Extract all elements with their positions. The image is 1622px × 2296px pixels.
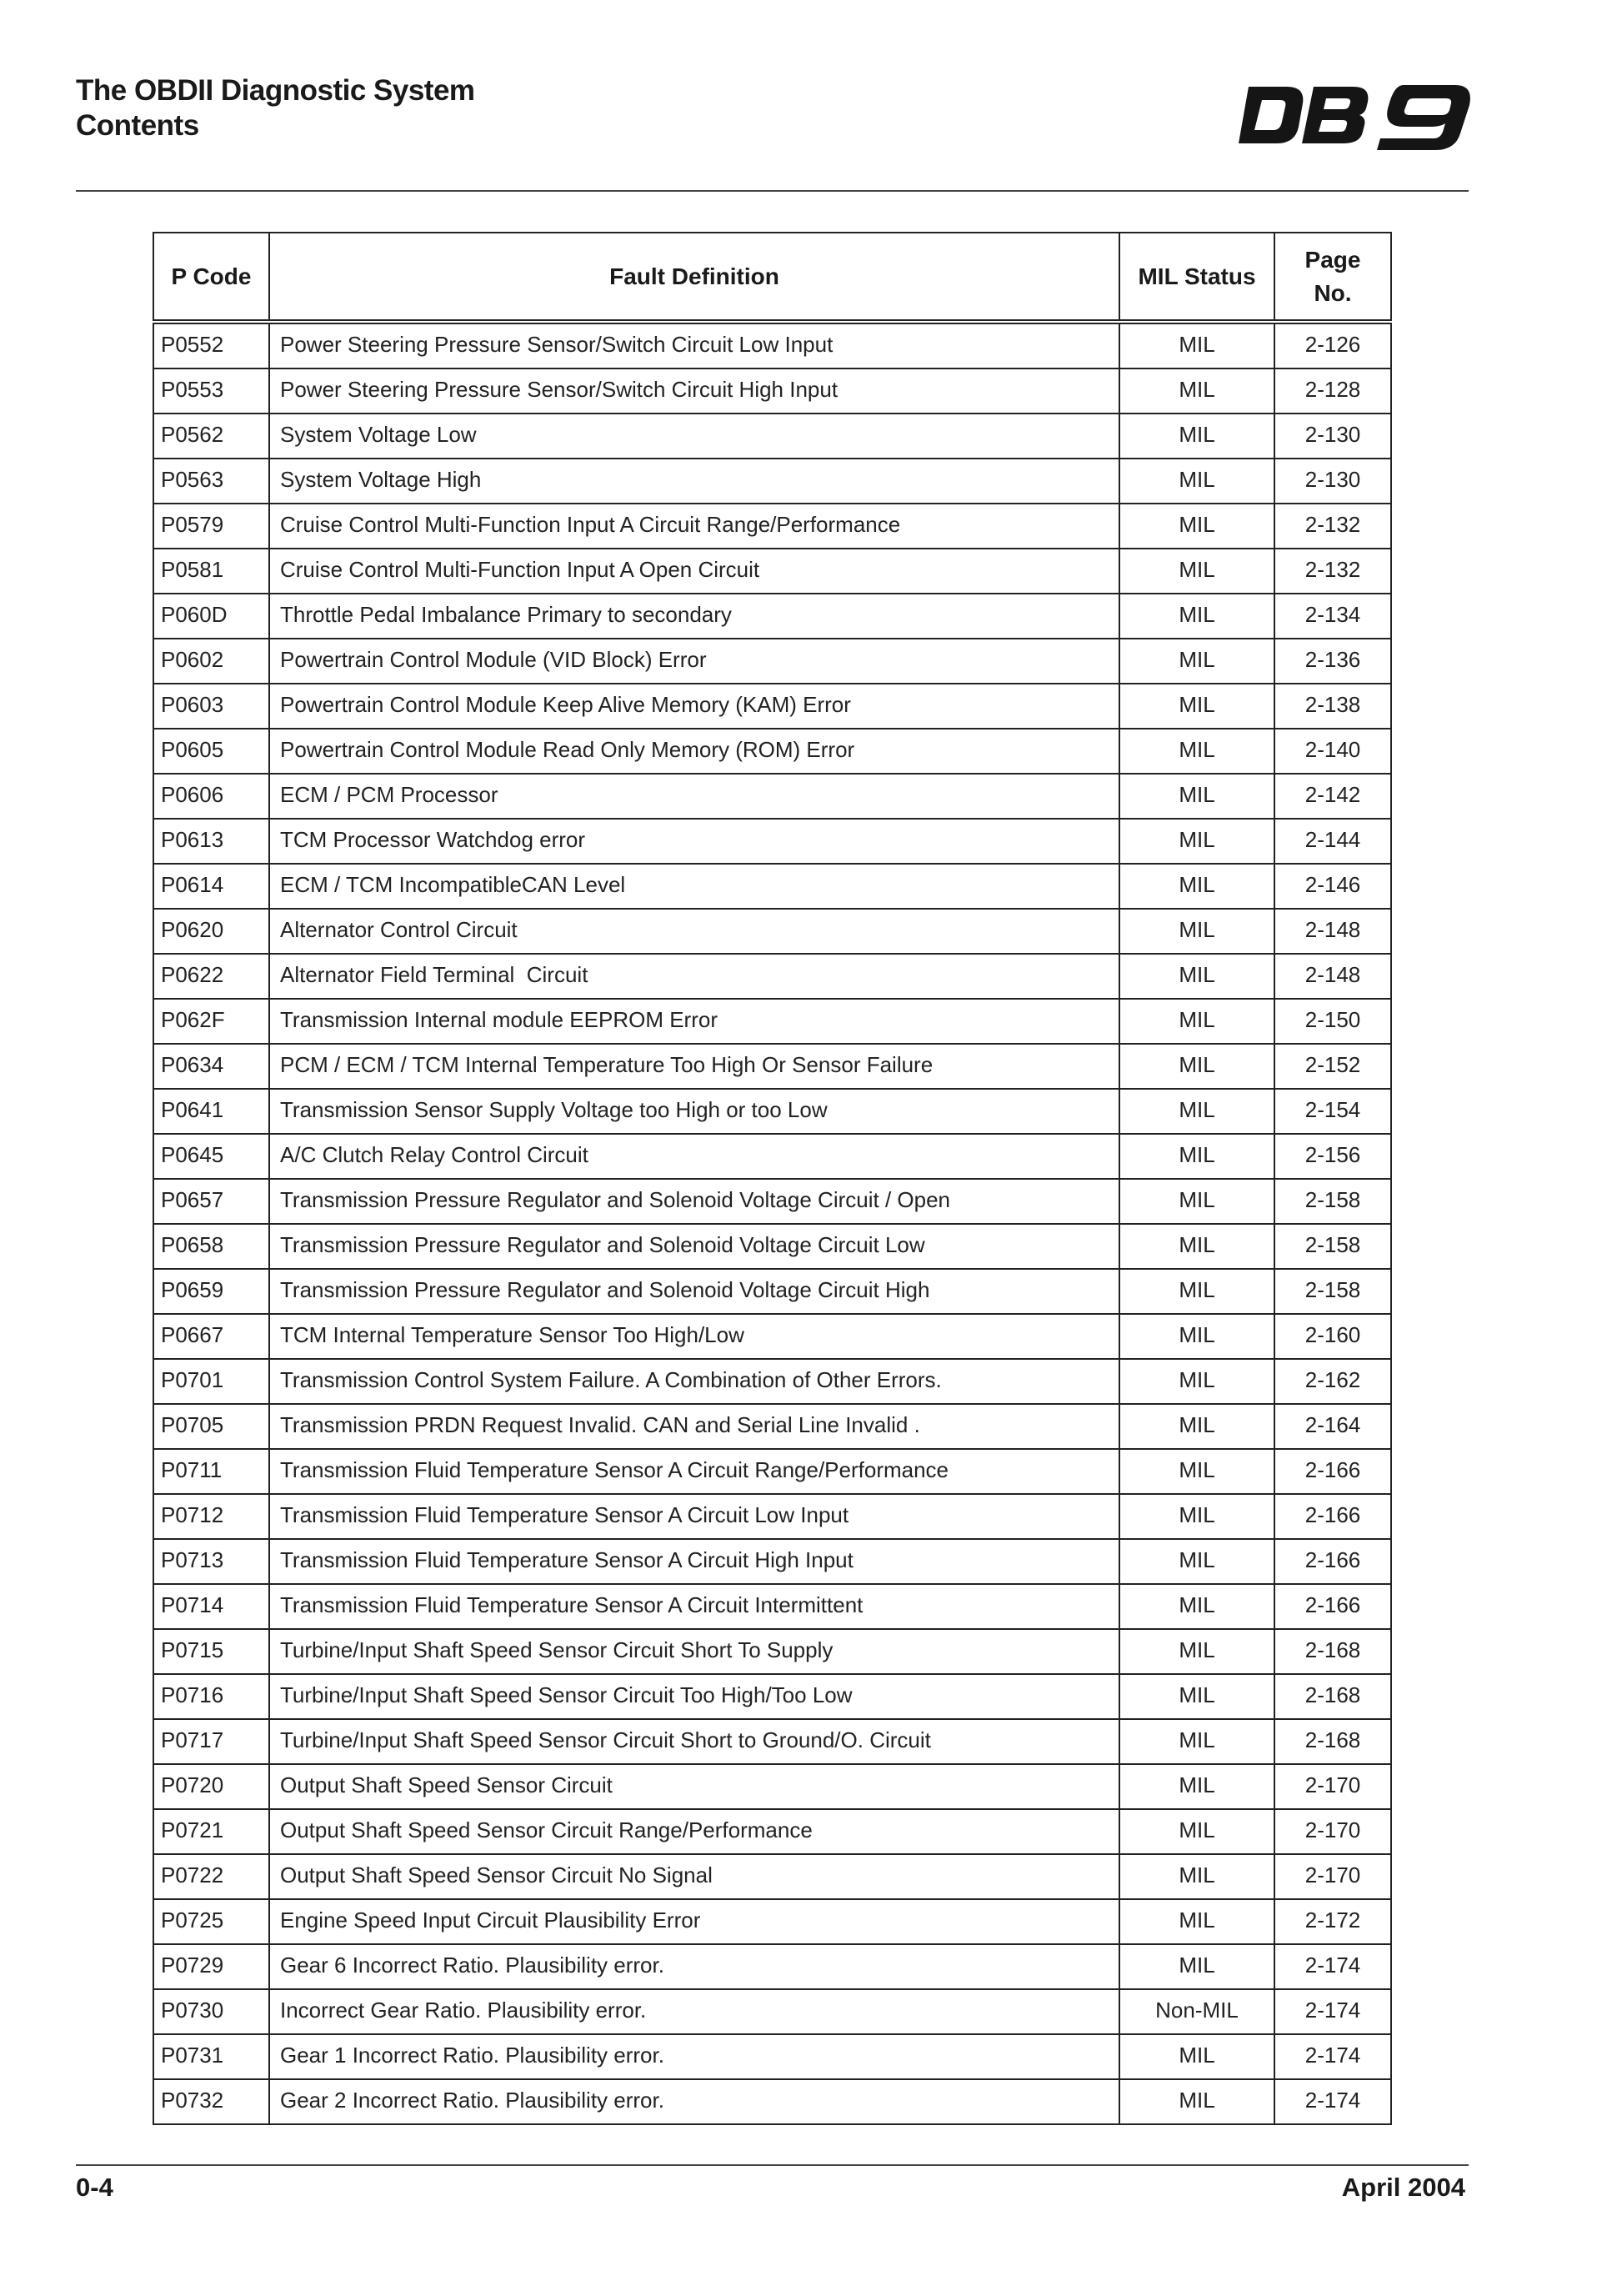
mil-status-cell: MIL <box>1119 819 1274 864</box>
page-number-cell: 2-168 <box>1274 1629 1391 1674</box>
table-row <box>153 909 1391 954</box>
page-number: 0-4 <box>76 2173 113 2202</box>
mil-status-cell: MIL <box>1119 1314 1274 1359</box>
p-code-cell: P0634 <box>153 1044 269 1089</box>
mil-status-cell: Non-MIL <box>1119 1989 1274 2034</box>
p-code-cell: P0717 <box>153 1719 269 1764</box>
page-number-cell: 2-166 <box>1274 1584 1391 1629</box>
mil-status-cell: MIL <box>1119 954 1274 999</box>
fault-definition-cell: TCM Processor Watchdog error <box>269 819 1119 864</box>
mil-status-cell: MIL <box>1119 1404 1274 1449</box>
p-code-cell: P0715 <box>153 1629 269 1674</box>
page-number-cell: 2-172 <box>1274 1899 1391 1944</box>
fault-definition-cell: Transmission PRDN Request Invalid. CAN and Serial Line Invalid . <box>269 1404 1119 1449</box>
mil-status-cell: MIL <box>1119 1044 1274 1089</box>
page-number-cell: 2-130 <box>1274 414 1391 459</box>
p-code-cell: P0562 <box>153 414 269 459</box>
p-code-cell: P0701 <box>153 1359 269 1404</box>
fault-definition-cell: A/C Clutch Relay Control Circuit <box>269 1134 1119 1179</box>
page-number-cell: 2-174 <box>1274 2034 1391 2079</box>
table-row <box>153 1584 1391 1629</box>
mil-status-cell: MIL <box>1119 322 1274 368</box>
mil-status-cell: MIL <box>1119 1674 1274 1719</box>
fault-definition-cell: Transmission Fluid Temperature Sensor A Circuit Low Input <box>269 1494 1119 1539</box>
table-row <box>153 1134 1391 1179</box>
table-row <box>153 549 1391 594</box>
p-code-cell: P0552 <box>153 322 269 368</box>
fault-definition-cell: Alternator Field Terminal Circuit <box>269 954 1119 999</box>
mil-status-cell: MIL <box>1119 594 1274 639</box>
table-row <box>153 954 1391 999</box>
page-no-header-text: Page No. <box>1304 246 1361 306</box>
page-number-cell: 2-166 <box>1274 1494 1391 1539</box>
fault-definition-cell: Powertrain Control Module Keep Alive Memory (KAM) Error <box>269 684 1119 729</box>
logo-letter-d <box>1239 87 1303 143</box>
page-number-cell: 2-170 <box>1274 1764 1391 1809</box>
page-number-cell: 2-166 <box>1274 1539 1391 1584</box>
fault-definition-cell: ECM / PCM Processor <box>269 774 1119 819</box>
mil-status-cell: MIL <box>1119 1944 1274 1989</box>
column-header-mil-status: MIL Status <box>1119 233 1274 322</box>
page-number-cell: 2-174 <box>1274 1989 1391 2034</box>
fault-definition-cell: ECM / TCM IncompatibleCAN Level <box>269 864 1119 909</box>
p-code-cell: P0667 <box>153 1314 269 1359</box>
table-header-row <box>153 233 1391 322</box>
p-code-cell: P062F <box>153 999 269 1044</box>
p-code-cell: P0714 <box>153 1584 269 1629</box>
page-number-cell: 2-152 <box>1274 1044 1391 1089</box>
mil-status-cell: MIL <box>1119 368 1274 414</box>
fault-definition-cell: System Voltage Low <box>269 414 1119 459</box>
mil-status-cell: MIL <box>1119 1899 1274 1944</box>
table-row <box>153 1854 1391 1899</box>
mil-status-cell: MIL <box>1119 2034 1274 2079</box>
publication-date: April 2004 <box>1341 2173 1465 2202</box>
column-header-page-no <box>1274 233 1391 322</box>
page-number-cell: 2-126 <box>1274 322 1391 368</box>
mil-status-cell: MIL <box>1119 909 1274 954</box>
fault-definition-cell: Output Shaft Speed Sensor Circuit Range/Performance <box>269 1809 1119 1854</box>
page-number-cell: 2-150 <box>1274 999 1391 1044</box>
fault-definition-cell: Power Steering Pressure Sensor/Switch Circuit Low Input <box>269 322 1119 368</box>
page-number-cell: 2-170 <box>1274 1809 1391 1854</box>
mil-status-cell: MIL <box>1119 1629 1274 1674</box>
mil-status-cell: MIL <box>1119 549 1274 594</box>
page-number-cell: 2-158 <box>1274 1179 1391 1224</box>
p-code-cell: P0603 <box>153 684 269 729</box>
mil-status-cell: MIL <box>1119 1179 1274 1224</box>
mil-status-cell: MIL <box>1119 504 1274 549</box>
mil-status-cell: MIL <box>1119 2079 1274 2124</box>
page-number-cell: 2-160 <box>1274 1314 1391 1359</box>
p-code-cell: P0705 <box>153 1404 269 1449</box>
mil-status-cell: MIL <box>1119 1359 1274 1404</box>
page-number-cell: 2-168 <box>1274 1719 1391 1764</box>
page-number-cell: 2-128 <box>1274 368 1391 414</box>
table-row <box>153 1179 1391 1224</box>
mil-status-cell: MIL <box>1119 1764 1274 1809</box>
page-number-cell: 2-130 <box>1274 459 1391 504</box>
page-number-cell: 2-134 <box>1274 594 1391 639</box>
fault-definition-cell: Transmission Pressure Regulator and Solenoid Voltage Circuit Low <box>269 1224 1119 1269</box>
logo-digit-9 <box>1377 85 1470 150</box>
db9-logo <box>1237 80 1470 150</box>
mil-status-cell: MIL <box>1119 1134 1274 1179</box>
table-row <box>153 1269 1391 1314</box>
p-code-cell: P0657 <box>153 1179 269 1224</box>
table-row <box>153 684 1391 729</box>
p-code-cell: P0659 <box>153 1269 269 1314</box>
table-row <box>153 1989 1391 2034</box>
table-body <box>153 322 1391 2124</box>
fault-definition-cell: PCM / ECM / TCM Internal Temperature Too High Or Sensor Failure <box>269 1044 1119 1089</box>
page-number-cell: 2-138 <box>1274 684 1391 729</box>
fault-definition-cell: Powertrain Control Module Read Only Memory (ROM) Error <box>269 729 1119 774</box>
fault-definition-cell: Turbine/Input Shaft Speed Sensor Circuit Short To Supply <box>269 1629 1119 1674</box>
page-number-cell: 2-142 <box>1274 774 1391 819</box>
fault-definition-cell: Gear 2 Incorrect Ratio. Plausibility error. <box>269 2079 1119 2124</box>
page-number-cell: 2-132 <box>1274 504 1391 549</box>
page-number-cell: 2-148 <box>1274 954 1391 999</box>
mil-status-cell: MIL <box>1119 999 1274 1044</box>
fault-definition-cell: Transmission Sensor Supply Voltage too High or too Low <box>269 1089 1119 1134</box>
fault-definition-cell: Gear 1 Incorrect Ratio. Plausibility error. <box>269 2034 1119 2079</box>
p-code-cell: P060D <box>153 594 269 639</box>
table-row <box>153 2079 1391 2124</box>
fault-definition-cell: Cruise Control Multi-Function Input A Open Circuit <box>269 549 1119 594</box>
fault-definition-cell: Output Shaft Speed Sensor Circuit No Signal <box>269 1854 1119 1899</box>
table-row <box>153 1494 1391 1539</box>
p-code-cell: P0606 <box>153 774 269 819</box>
title-line-1: The OBDII Diagnostic System <box>76 74 475 107</box>
page-number-cell: 2-164 <box>1274 1404 1391 1449</box>
p-code-cell: P0711 <box>153 1449 269 1494</box>
table-row <box>153 1719 1391 1764</box>
table-row <box>153 1224 1391 1269</box>
p-code-cell: P0613 <box>153 819 269 864</box>
table-row <box>153 1899 1391 1944</box>
p-code-cell: P0563 <box>153 459 269 504</box>
fault-definition-cell: Transmission Control System Failure. A Combination of Other Errors. <box>269 1359 1119 1404</box>
fault-definition-cell: Transmission Fluid Temperature Sensor A Circuit High Input <box>269 1539 1119 1584</box>
mil-status-cell: MIL <box>1119 864 1274 909</box>
fault-definition-cell: Transmission Pressure Regulator and Solenoid Voltage Circuit High <box>269 1269 1119 1314</box>
table-row <box>153 1674 1391 1719</box>
page-number-cell: 2-132 <box>1274 549 1391 594</box>
table-row <box>153 1359 1391 1404</box>
fault-definition-cell: Turbine/Input Shaft Speed Sensor Circuit Short to Ground/O. Circuit <box>269 1719 1119 1764</box>
page-number-cell: 2-174 <box>1274 1944 1391 1989</box>
page-number-cell: 2-156 <box>1274 1134 1391 1179</box>
page-number-cell: 2-140 <box>1274 729 1391 774</box>
table-row <box>153 1629 1391 1674</box>
page-number-cell: 2-154 <box>1274 1089 1391 1134</box>
table-row <box>153 819 1391 864</box>
p-code-cell: P0722 <box>153 1854 269 1899</box>
p-code-cell: P0713 <box>153 1539 269 1584</box>
logo-letter-b <box>1302 87 1368 143</box>
mil-status-cell: MIL <box>1119 1449 1274 1494</box>
table-row <box>153 1089 1391 1134</box>
page-number-cell: 2-158 <box>1274 1224 1391 1269</box>
fault-definition-cell: Incorrect Gear Ratio. Plausibility error. <box>269 1989 1119 2034</box>
page-number-cell: 2-162 <box>1274 1359 1391 1404</box>
fault-definition-cell: Cruise Control Multi-Function Input A Circuit Range/Performance <box>269 504 1119 549</box>
title-line-2: Contents <box>76 109 199 142</box>
mil-status-cell: MIL <box>1119 639 1274 684</box>
fault-definition-cell: Gear 6 Incorrect Ratio. Plausibility error. <box>269 1944 1119 1989</box>
page-number-cell: 2-166 <box>1274 1449 1391 1494</box>
mil-status-cell: MIL <box>1119 1719 1274 1764</box>
table-row <box>153 1314 1391 1359</box>
fault-definition-cell: Transmission Internal module EEPROM Error <box>269 999 1119 1044</box>
fault-definition-cell: System Voltage High <box>269 459 1119 504</box>
fault-code-table <box>153 232 1392 2125</box>
table-row <box>153 322 1391 368</box>
fault-definition-cell: Alternator Control Circuit <box>269 909 1119 954</box>
header-divider <box>76 190 1469 192</box>
p-code-cell: P0605 <box>153 729 269 774</box>
p-code-cell: P0732 <box>153 2079 269 2124</box>
mil-status-cell: MIL <box>1119 1539 1274 1584</box>
p-code-cell: P0614 <box>153 864 269 909</box>
p-code-cell: P0581 <box>153 549 269 594</box>
document-title <box>76 73 475 143</box>
table-row <box>153 1044 1391 1089</box>
page-number-cell: 2-168 <box>1274 1674 1391 1719</box>
p-code-cell: P0553 <box>153 368 269 414</box>
mil-status-cell: MIL <box>1119 1269 1274 1314</box>
p-code-cell: P0645 <box>153 1134 269 1179</box>
p-code-cell: P0731 <box>153 2034 269 2079</box>
fault-definition-cell: Transmission Fluid Temperature Sensor A Circuit Range/Performance <box>269 1449 1119 1494</box>
p-code-cell: P0620 <box>153 909 269 954</box>
table-row <box>153 1944 1391 1989</box>
fault-definition-cell: Transmission Pressure Regulator and Solenoid Voltage Circuit / Open <box>269 1179 1119 1224</box>
page-number-cell: 2-144 <box>1274 819 1391 864</box>
table-row <box>153 729 1391 774</box>
page-number-cell: 2-146 <box>1274 864 1391 909</box>
mil-status-cell: MIL <box>1119 1089 1274 1134</box>
table-row <box>153 1404 1391 1449</box>
table-row <box>153 2034 1391 2079</box>
p-code-cell: P0622 <box>153 954 269 999</box>
p-code-cell: P0720 <box>153 1764 269 1809</box>
p-code-cell: P0730 <box>153 1989 269 2034</box>
mil-status-cell: MIL <box>1119 684 1274 729</box>
mil-status-cell: MIL <box>1119 1854 1274 1899</box>
page-number-cell: 2-136 <box>1274 639 1391 684</box>
p-code-cell: P0602 <box>153 639 269 684</box>
p-code-cell: P0641 <box>153 1089 269 1134</box>
table-row <box>153 1449 1391 1494</box>
mil-status-cell: MIL <box>1119 729 1274 774</box>
p-code-cell: P0658 <box>153 1224 269 1269</box>
fault-definition-cell: Throttle Pedal Imbalance Primary to secondary <box>269 594 1119 639</box>
table-row <box>153 1764 1391 1809</box>
table-row <box>153 864 1391 909</box>
fault-definition-cell: Turbine/Input Shaft Speed Sensor Circuit Too High/Too Low <box>269 1674 1119 1719</box>
page-number-cell: 2-148 <box>1274 909 1391 954</box>
fault-definition-cell: Output Shaft Speed Sensor Circuit <box>269 1764 1119 1809</box>
mil-status-cell: MIL <box>1119 1224 1274 1269</box>
column-header-fault-definition: Fault Definition <box>269 233 1119 322</box>
table-row <box>153 504 1391 549</box>
fault-definition-cell: Power Steering Pressure Sensor/Switch Circuit High Input <box>269 368 1119 414</box>
table-row <box>153 594 1391 639</box>
mil-status-cell: MIL <box>1119 459 1274 504</box>
footer-divider <box>76 2164 1469 2166</box>
table-row <box>153 1809 1391 1854</box>
table-row <box>153 999 1391 1044</box>
fault-definition-cell: TCM Internal Temperature Sensor Too High/Low <box>269 1314 1119 1359</box>
p-code-cell: P0712 <box>153 1494 269 1539</box>
p-code-cell: P0725 <box>153 1899 269 1944</box>
mil-status-cell: MIL <box>1119 1494 1274 1539</box>
table-row <box>153 774 1391 819</box>
p-code-cell: P0579 <box>153 504 269 549</box>
table-row <box>153 368 1391 414</box>
page-number-cell: 2-158 <box>1274 1269 1391 1314</box>
column-header-p-code: P Code <box>153 233 269 322</box>
table-row <box>153 414 1391 459</box>
p-code-cell: P0729 <box>153 1944 269 1989</box>
mil-status-cell: MIL <box>1119 1809 1274 1854</box>
table-row <box>153 1539 1391 1584</box>
fault-definition-cell: Powertrain Control Module (VID Block) Error <box>269 639 1119 684</box>
table-row <box>153 639 1391 684</box>
p-code-cell: P0716 <box>153 1674 269 1719</box>
mil-status-cell: MIL <box>1119 414 1274 459</box>
table-row <box>153 459 1391 504</box>
page-number-cell: 2-170 <box>1274 1854 1391 1899</box>
fault-definition-cell: Transmission Fluid Temperature Sensor A Circuit Intermittent <box>269 1584 1119 1629</box>
p-code-cell: P0721 <box>153 1809 269 1854</box>
fault-definition-cell: Engine Speed Input Circuit Plausibility Error <box>269 1899 1119 1944</box>
mil-status-cell: MIL <box>1119 1584 1274 1629</box>
page-number-cell: 2-174 <box>1274 2079 1391 2124</box>
mil-status-cell: MIL <box>1119 774 1274 819</box>
